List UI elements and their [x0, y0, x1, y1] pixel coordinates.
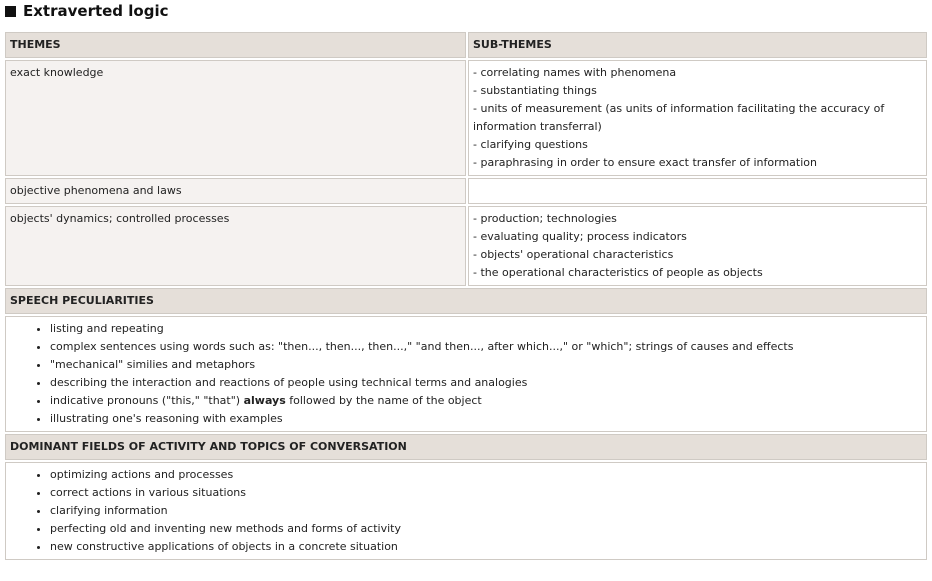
list-item: • complex sentences using words such as: "then..., then..., then...," "and then..., after which...," or "which"; strings of causes and effects — [50, 338, 922, 356]
list-item — [50, 392, 922, 410]
list-item-emphasis: always — [243, 394, 286, 407]
subtheme-item: - clarifying questions — [473, 138, 588, 151]
subtheme-item: - objects' operational characteristics — [473, 248, 674, 261]
list-item: • listing and repeating — [50, 320, 922, 338]
speech-header-row — [5, 288, 927, 314]
themes-column-header: THEMES — [5, 32, 466, 58]
page-title — [5, 1, 168, 21]
subtheme-item: - units of measurement (as units of information facilitating the accuracy of information transferral) — [473, 102, 885, 133]
speech-peculiarities-list-cell — [5, 316, 927, 432]
list-item-text: followed by the name of the object — [285, 394, 482, 407]
speech-peculiarities-header: SPEECH PECULIARITIES — [5, 288, 927, 314]
subtheme-item: - the operational characteristics of people as objects — [473, 266, 763, 279]
subthemes-cell-empty — [468, 178, 927, 204]
fields-body-row — [5, 462, 927, 560]
list-item: • describing the interaction and reactions of people using technical terms and analogies — [50, 374, 922, 392]
speech-body-row — [5, 316, 927, 432]
themes-table — [3, 30, 929, 562]
fields-header-row — [5, 434, 927, 460]
list-item: • illustrating one's reasoning with examples — [50, 410, 922, 428]
theme-cell: objects' dynamics; controlled processes — [5, 206, 466, 286]
subtheme-item: - correlating names with phenomena — [473, 66, 677, 79]
subthemes-column-header: SUB-THEMES — [468, 32, 927, 58]
subtheme-item: - production; technologies — [473, 212, 617, 225]
list-item: • "mechanical" similies and metaphors — [50, 356, 922, 374]
list-item-text: indicative pronouns ("this," "that") — [50, 394, 244, 407]
dominant-fields-list — [10, 466, 922, 556]
table-row — [5, 178, 927, 204]
speech-peculiarities-list — [10, 320, 922, 428]
page-title-text: Extraverted logic — [23, 2, 169, 20]
subtheme-item: - paraphrasing in order to ensure exact transfer of information — [473, 156, 817, 169]
table-header-row — [5, 32, 927, 58]
theme-cell: objective phenomena and laws — [5, 178, 466, 204]
theme-cell: exact knowledge — [5, 60, 466, 176]
table-row — [5, 60, 927, 176]
subthemes-cell — [468, 206, 927, 286]
table-row — [5, 206, 927, 286]
dominant-fields-list-cell — [5, 462, 927, 560]
subtheme-item: - substantiating things — [473, 84, 597, 97]
list-item: • perfecting old and inventing new methods and forms of activity — [50, 520, 922, 538]
list-item: • clarifying information — [50, 502, 922, 520]
list-item: • optimizing actions and processes — [50, 466, 922, 484]
subthemes-cell — [468, 60, 927, 176]
dominant-fields-header: DOMINANT FIELDS OF ACTIVITY AND TOPICS OF CONVERSATION — [5, 434, 927, 460]
subtheme-item: - evaluating quality; process indicators — [473, 230, 687, 243]
square-bullet-icon — [5, 6, 16, 17]
list-item: • correct actions in various situations — [50, 484, 922, 502]
list-item: • new constructive applications of objects in a concrete situation — [50, 538, 922, 556]
